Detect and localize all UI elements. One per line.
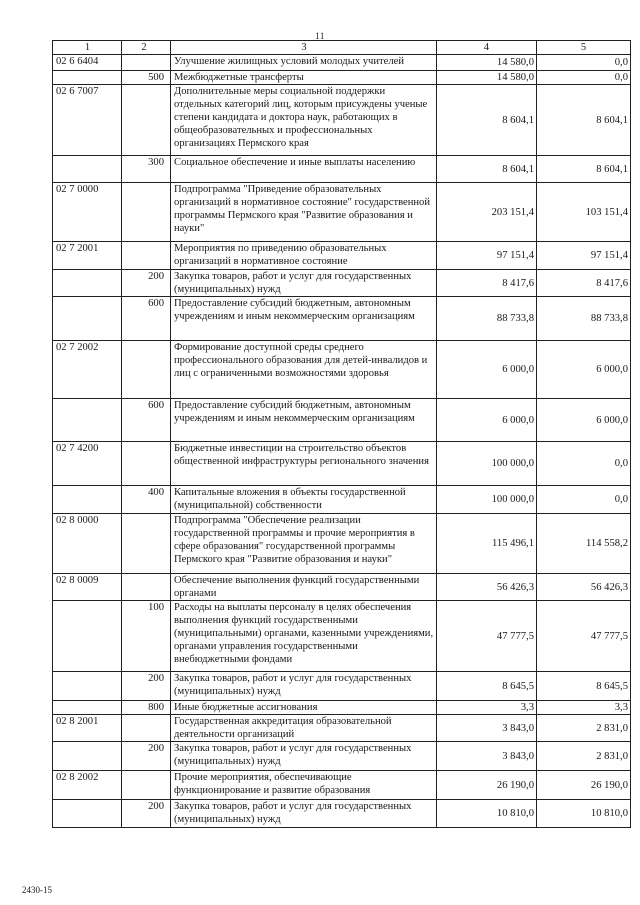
table-row	[53, 399, 631, 442]
budget-table	[52, 40, 631, 828]
cell-item-name: Подпрограмма "Обеспечение реализации государственной программы и прочие мероприятия в сфере образования" государственной программы Пермского края "Развитие образования и науки"	[171, 514, 437, 574]
cell-amount-1: 3,3	[437, 701, 537, 715]
cell-amount-2: 8 645,5	[537, 672, 631, 701]
cell-amount-1: 8 645,5	[437, 672, 537, 701]
cell-expense-type	[122, 715, 171, 742]
cell-amount-1: 88 733,8	[437, 297, 537, 341]
cell-target-code	[53, 701, 122, 715]
cell-target-code: 02 7 2002	[53, 341, 122, 399]
cell-amount-2: 6 000,0	[537, 399, 631, 442]
cell-target-code: 02 8 2001	[53, 715, 122, 742]
column-header-4: 4	[437, 41, 537, 55]
cell-target-code	[53, 270, 122, 297]
cell-item-name: Прочие мероприятия, обеспечивающие функционирование и развитие образования	[171, 771, 437, 800]
cell-amount-1: 115 496,1	[437, 514, 537, 574]
cell-amount-1: 3 843,0	[437, 715, 537, 742]
cell-item-name: Подпрограмма "Приведение образовательных организаций в нормативное состояние" государственной программы Пермского края "Развитие образования и науки"	[171, 183, 437, 242]
cell-amount-2: 8 417,6	[537, 270, 631, 297]
cell-item-name: Формирование доступной среды среднего профессионального образования для детей-инвалидов и лиц с ограниченными возможностями здоровья	[171, 341, 437, 399]
cell-amount-1: 8 604,1	[437, 85, 537, 156]
cell-target-code	[53, 486, 122, 514]
cell-target-code	[53, 672, 122, 701]
cell-item-name: Межбюджетные трансферты	[171, 71, 437, 85]
cell-amount-2: 103 151,4	[537, 183, 631, 242]
table-row	[53, 183, 631, 242]
cell-item-name: Предоставление субсидий бюджетным, автономным учреждениям и иным некоммерческим организациям	[171, 297, 437, 341]
table-row	[53, 486, 631, 514]
cell-target-code: 02 8 2002	[53, 771, 122, 800]
cell-target-code: 02 8 0009	[53, 574, 122, 601]
cell-amount-1: 47 777,5	[437, 601, 537, 672]
page-number: 11	[315, 31, 325, 41]
table-row	[53, 742, 631, 771]
cell-expense-type: 500	[122, 71, 171, 85]
cell-expense-type: 200	[122, 672, 171, 701]
table-row	[53, 601, 631, 672]
cell-amount-1: 6 000,0	[437, 341, 537, 399]
table-row	[53, 71, 631, 85]
cell-target-code: 02 8 0000	[53, 514, 122, 574]
table-row	[53, 514, 631, 574]
table-row	[53, 701, 631, 715]
cell-target-code: 02 7 0000	[53, 183, 122, 242]
column-header-3: 3	[171, 41, 437, 55]
cell-item-name: Дополнительные меры социальной поддержки отдельных категорий лиц, которым присуждены ученые степени кандидата и доктора наук, работающих в общеобразовательных и профессиональных организациях Пермского края	[171, 85, 437, 156]
cell-expense-type: 200	[122, 800, 171, 828]
cell-amount-2: 2 831,0	[537, 742, 631, 771]
cell-expense-type	[122, 771, 171, 800]
cell-amount-2: 0,0	[537, 442, 631, 486]
cell-amount-2: 88 733,8	[537, 297, 631, 341]
cell-expense-type: 800	[122, 701, 171, 715]
cell-amount-1: 14 580,0	[437, 55, 537, 71]
cell-item-name: Капитальные вложения в объекты государственной (муниципальной) собственности	[171, 486, 437, 514]
cell-amount-2: 3,3	[537, 701, 631, 715]
cell-amount-2: 6 000,0	[537, 341, 631, 399]
cell-amount-2: 97 151,4	[537, 242, 631, 270]
cell-amount-1: 10 810,0	[437, 800, 537, 828]
table-row	[53, 270, 631, 297]
cell-item-name: Бюджетные инвестиции на строительство объектов общественной инфраструктуры регионального значения	[171, 442, 437, 486]
column-header-1: 1	[53, 41, 122, 55]
cell-item-name: Расходы на выплаты персоналу в целях обеспечения выполнения функций государственными (муниципальными) органами, казенными учреждениями, органами управления государственными внебюджетными фондами	[171, 601, 437, 672]
cell-target-code	[53, 399, 122, 442]
table-row	[53, 442, 631, 486]
cell-item-name: Обеспечение выполнения функций государственными органами	[171, 574, 437, 601]
cell-amount-2: 8 604,1	[537, 156, 631, 183]
cell-item-name: Закупка товаров, работ и услуг для государственных (муниципальных) нужд	[171, 742, 437, 771]
cell-expense-type: 300	[122, 156, 171, 183]
cell-amount-2: 2 831,0	[537, 715, 631, 742]
table-row	[53, 156, 631, 183]
cell-expense-type: 100	[122, 601, 171, 672]
table-header-row	[53, 41, 631, 55]
cell-amount-2: 26 190,0	[537, 771, 631, 800]
cell-amount-1: 97 151,4	[437, 242, 537, 270]
cell-expense-type	[122, 183, 171, 242]
cell-amount-1: 203 151,4	[437, 183, 537, 242]
cell-item-name: Мероприятия по приведению образовательных организаций в нормативное состояние	[171, 242, 437, 270]
cell-expense-type	[122, 442, 171, 486]
column-header-2: 2	[122, 41, 171, 55]
table-row	[53, 55, 631, 71]
table-body	[53, 55, 631, 828]
table-row	[53, 800, 631, 828]
cell-item-name: Улучшение жилищных условий молодых учителей	[171, 55, 437, 71]
cell-target-code: 02 6 6404	[53, 55, 122, 71]
cell-amount-1: 14 580,0	[437, 71, 537, 85]
column-header-5: 5	[537, 41, 631, 55]
cell-target-code	[53, 297, 122, 341]
table-row	[53, 85, 631, 156]
cell-amount-2: 0,0	[537, 55, 631, 71]
cell-amount-2: 0,0	[537, 71, 631, 85]
cell-item-name: Предоставление субсидий бюджетным, автономным учреждениям и иным некоммерческим организациям	[171, 399, 437, 442]
table-row	[53, 341, 631, 399]
cell-expense-type: 600	[122, 399, 171, 442]
cell-expense-type	[122, 341, 171, 399]
table-row	[53, 715, 631, 742]
cell-amount-2: 10 810,0	[537, 800, 631, 828]
cell-amount-1: 100 000,0	[437, 486, 537, 514]
cell-amount-2: 8 604,1	[537, 85, 631, 156]
cell-target-code	[53, 601, 122, 672]
cell-item-name: Социальное обеспечение и иные выплаты населению	[171, 156, 437, 183]
table-row	[53, 672, 631, 701]
cell-amount-1: 8 604,1	[437, 156, 537, 183]
cell-target-code: 02 7 2001	[53, 242, 122, 270]
cell-item-name: Закупка товаров, работ и услуг для государственных (муниципальных) нужд	[171, 672, 437, 701]
cell-item-name: Закупка товаров, работ и услуг для государственных (муниципальных) нужд	[171, 800, 437, 828]
cell-expense-type: 600	[122, 297, 171, 341]
cell-item-name: Государственная аккредитация образовательной деятельности организаций	[171, 715, 437, 742]
cell-amount-2: 114 558,2	[537, 514, 631, 574]
table-row	[53, 297, 631, 341]
cell-amount-1: 26 190,0	[437, 771, 537, 800]
cell-expense-type	[122, 574, 171, 601]
cell-amount-1: 6 000,0	[437, 399, 537, 442]
cell-expense-type	[122, 242, 171, 270]
cell-amount-2: 47 777,5	[537, 601, 631, 672]
cell-expense-type	[122, 55, 171, 71]
cell-amount-2: 0,0	[537, 486, 631, 514]
cell-amount-1: 8 417,6	[437, 270, 537, 297]
cell-expense-type	[122, 85, 171, 156]
cell-expense-type: 200	[122, 742, 171, 771]
cell-target-code	[53, 71, 122, 85]
cell-target-code: 02 7 4200	[53, 442, 122, 486]
cell-amount-2: 56 426,3	[537, 574, 631, 601]
cell-target-code	[53, 156, 122, 183]
cell-expense-type: 200	[122, 270, 171, 297]
cell-expense-type	[122, 514, 171, 574]
cell-expense-type: 400	[122, 486, 171, 514]
footer-code: 2430-15	[22, 885, 52, 895]
cell-target-code	[53, 800, 122, 828]
cell-item-name: Иные бюджетные ассигнования	[171, 701, 437, 715]
cell-item-name: Закупка товаров, работ и услуг для государственных (муниципальных) нужд	[171, 270, 437, 297]
cell-amount-1: 100 000,0	[437, 442, 537, 486]
cell-amount-1: 3 843,0	[437, 742, 537, 771]
cell-amount-1: 56 426,3	[437, 574, 537, 601]
table-row	[53, 242, 631, 270]
table-row	[53, 574, 631, 601]
cell-target-code: 02 6 7007	[53, 85, 122, 156]
table-row	[53, 771, 631, 800]
cell-target-code	[53, 742, 122, 771]
